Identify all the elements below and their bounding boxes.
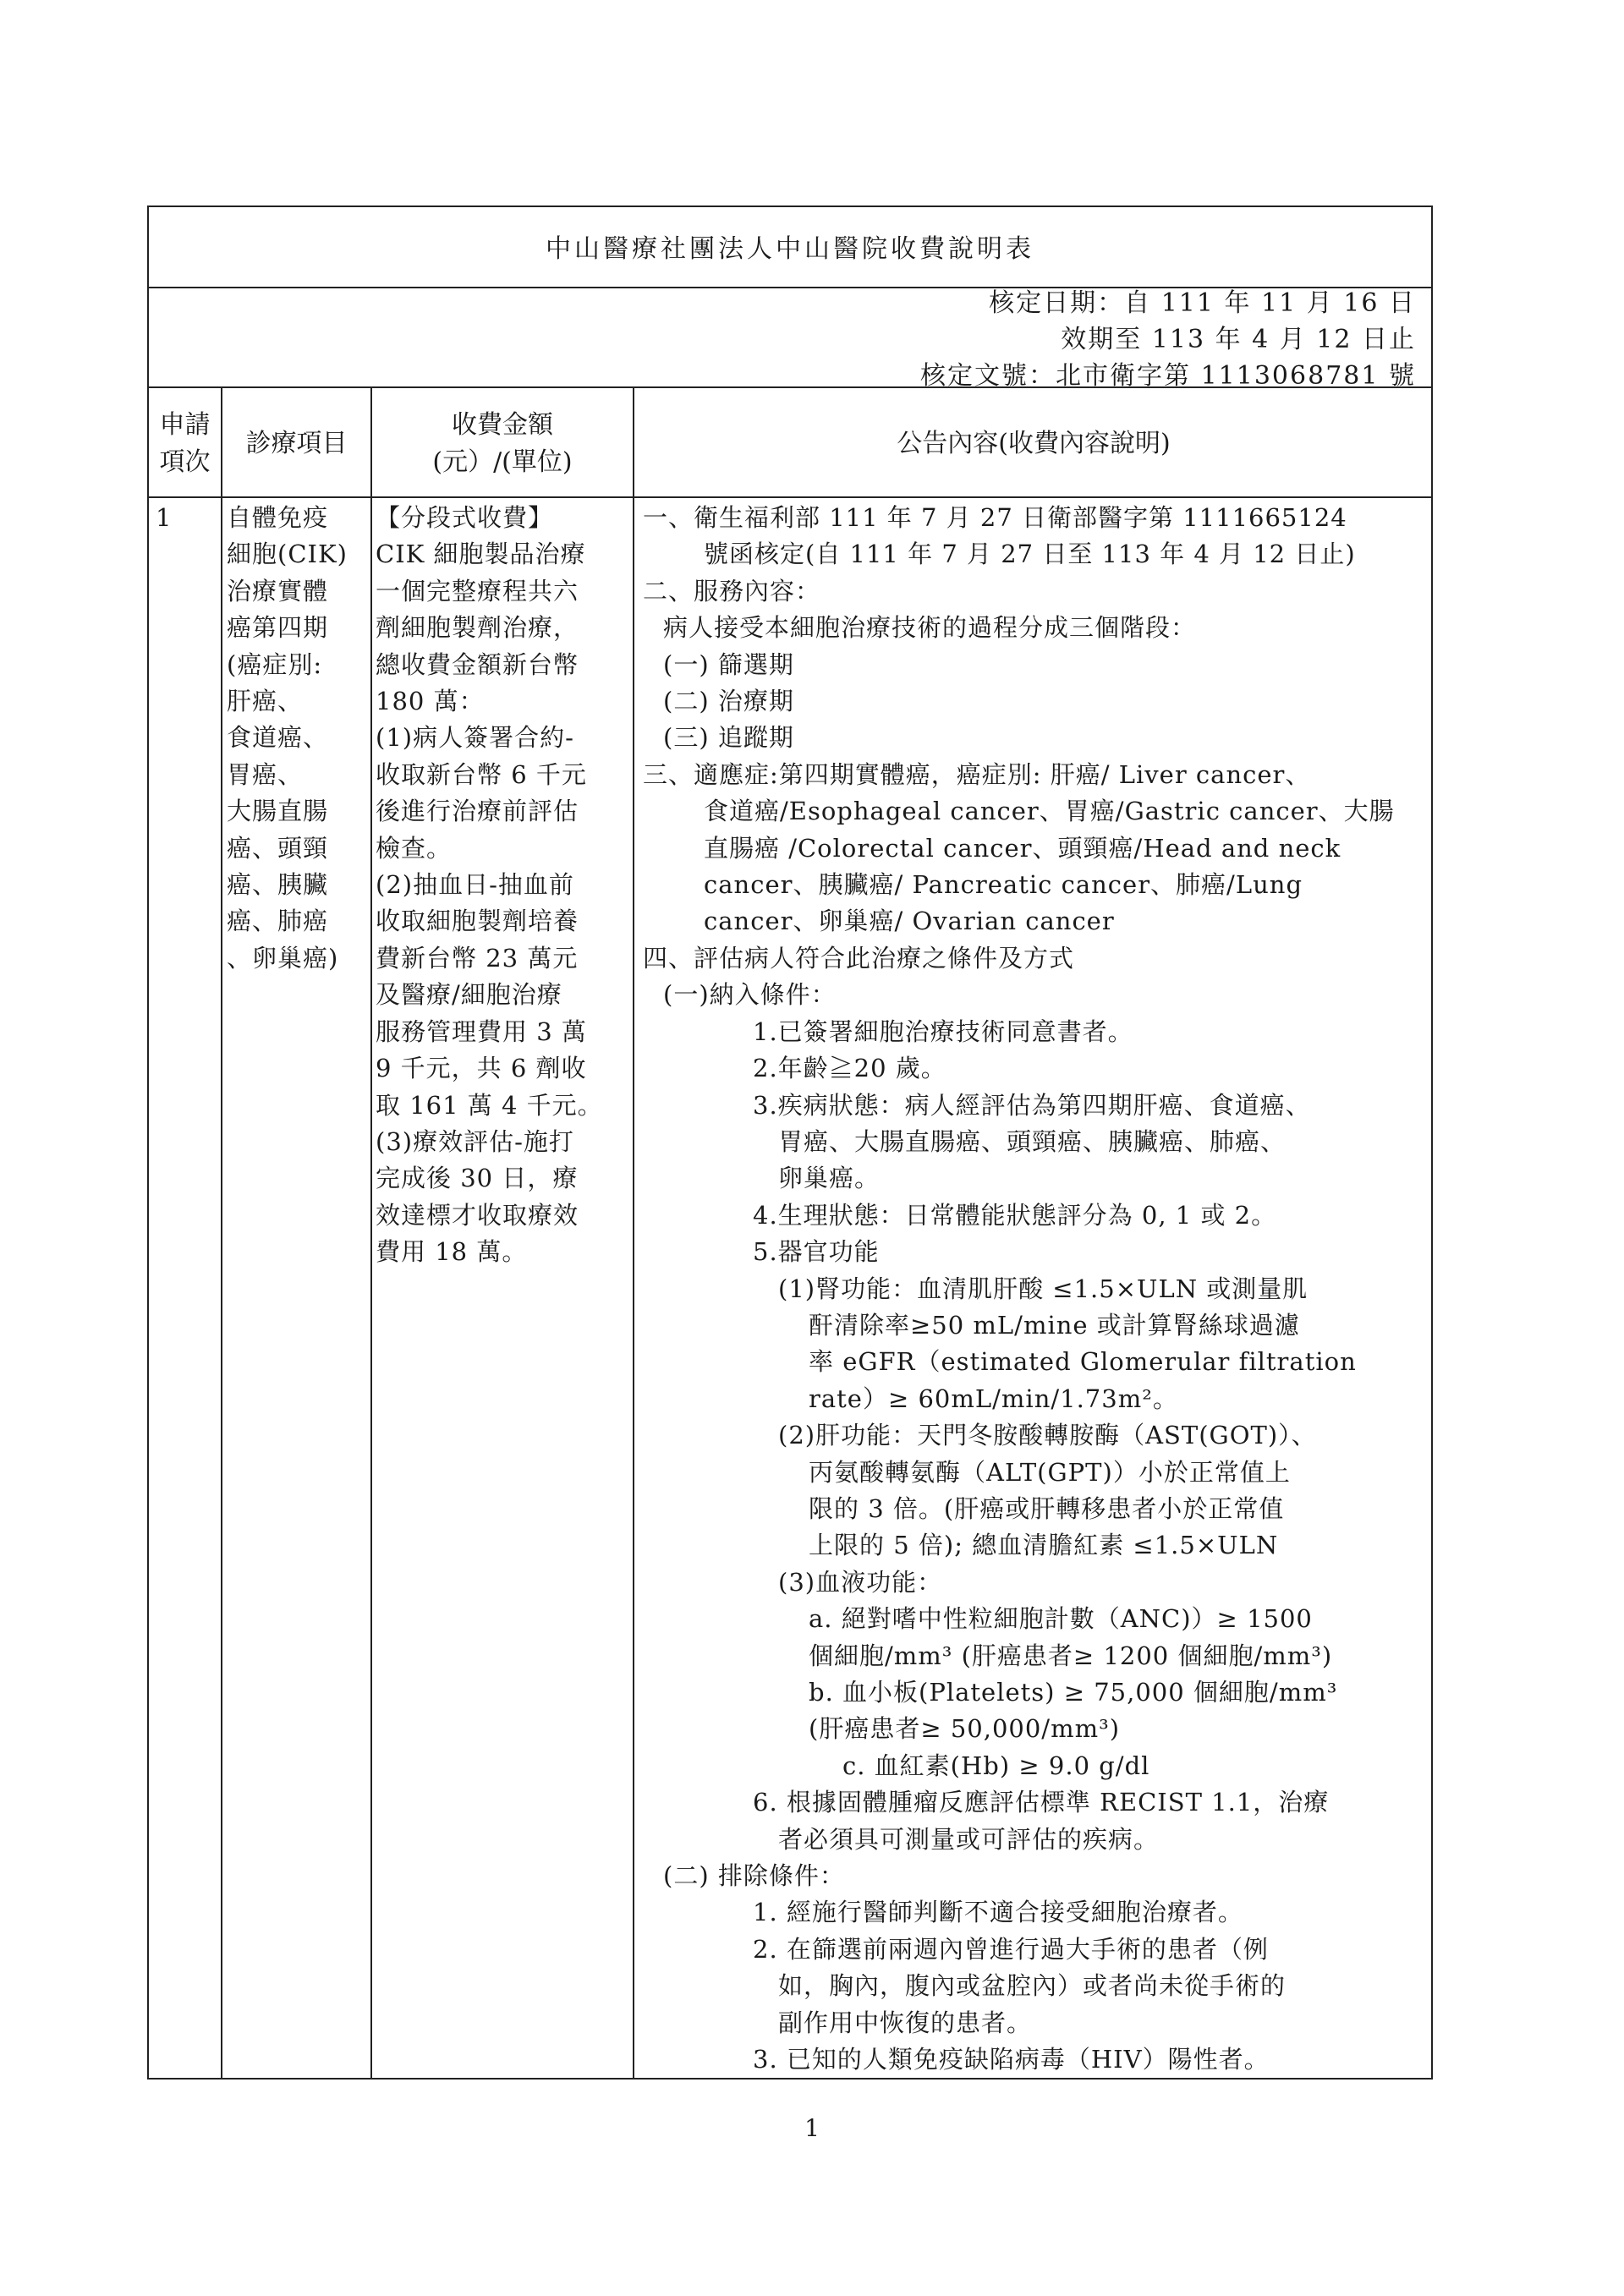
content-line: 四、評估病人符合此治療之條件及方式	[643, 943, 1075, 973]
content-line: 5.器官功能	[753, 1237, 880, 1267]
content-line: (3)血液功能：	[778, 1567, 943, 1597]
fee-line: 費用 18 萬。	[376, 1237, 528, 1267]
fee-line: 180 萬：	[376, 687, 485, 716]
content-line: 號函核定(自 111 年 7 月 27 日至 113 年 4 月 12 日止)	[704, 540, 1356, 569]
content-line: 直腸癌 /Colorectal cancer、頭頸癌/Head and neck	[704, 833, 1341, 863]
content-line: c. 血紅素(Hb) ≥ 9.0 g/dl	[842, 1751, 1150, 1780]
content-line: 1. 經施行醫師判斷不適合接受細胞治療者。	[753, 1898, 1243, 1927]
fee-line: 服務管理費用 3 萬	[376, 1016, 587, 1046]
content-line: (肝癌患者≥ 50,000/mm³)	[809, 1714, 1121, 1744]
fee-line: 收取細胞製劑培養	[376, 907, 579, 936]
item-name-line: 胃癌、	[227, 759, 304, 789]
content-line: 卵巢癌。	[778, 1164, 881, 1193]
content-line: 者必須具可測量或可評估的疾病。	[778, 1824, 1160, 1854]
content-line: (一)納入條件：	[663, 980, 837, 1010]
fee-table	[147, 205, 1433, 2080]
content-line: 食道癌/Esophageal cancer、胃癌/Gastric cancer、大腸	[704, 797, 1395, 826]
fee-line: 9 千元，共 6 劑收	[376, 1054, 587, 1083]
content-line: 2. 在篩選前兩週內曾進行過大手術的患者（例	[753, 1934, 1269, 1964]
item-name-line: (癌症別:	[227, 649, 323, 679]
content-line: 3. 已知的人類免疫缺陷病毒（HIV）陽性者。	[753, 2045, 1270, 2074]
item-name-line: 肝癌、	[227, 687, 304, 716]
page-number: 1	[804, 2114, 820, 2142]
content-line: 2.年齡≧20 歲。	[753, 1054, 946, 1083]
fee-line: (1)病人簽署合約-	[376, 723, 574, 753]
fee-line: 完成後 30 日，療	[376, 1164, 579, 1193]
col-divider-2	[370, 386, 372, 2078]
fee-line: CIK 細胞製品治療	[376, 540, 586, 569]
item-number: 1	[156, 503, 173, 532]
fee-line: 【分段式收費】	[376, 503, 554, 532]
header-content: 公告內容(收費內容說明)	[897, 429, 1171, 458]
content-line: (二) 排除條件：	[663, 1861, 845, 1891]
fee-line: 收取新台幣 6 千元	[376, 759, 587, 789]
content-line: 4.生理狀態：日常體能狀態評分為 0, 1 或 2。	[753, 1200, 1277, 1230]
header-item-name: 診療項目	[245, 429, 348, 458]
content-line: (1)腎功能：血清肌肝酸 ≤1.5×ULN 或測量肌	[778, 1274, 1309, 1303]
content-line: (三) 追蹤期	[663, 723, 794, 753]
fee-line: 一個完整療程共六	[376, 576, 579, 606]
header-fee: 收費金額 (元）/(單位)	[432, 410, 573, 477]
content-line: (一) 篩選期	[663, 649, 794, 679]
header-top-divider	[149, 386, 1431, 388]
content-line: 副作用中恢復的患者。	[778, 2008, 1033, 2037]
content-line: 6. 根據固體腫瘤反應評估標準 RECIST 1.1，治療	[753, 1788, 1330, 1817]
content-line: 胃癌、大腸直腸癌、頭頸癌、胰臟癌、肺癌、	[778, 1126, 1287, 1156]
document-title: 中山醫療社團法人中山醫院收費說明表	[546, 234, 1034, 264]
validity-period: 效期至 113 年 4 月 12 日止	[1061, 325, 1416, 354]
header-item-no: 申請 項次	[159, 410, 211, 477]
item-name-cell	[227, 500, 348, 977]
content-line: 1.已簽署細胞治療技術同意書者。	[753, 1016, 1133, 1046]
item-name-line: 細胞(CIK)	[227, 540, 348, 569]
header-bottom-divider	[149, 496, 1431, 498]
content-line: a. 絕對嗜中性粒細胞計數（ANC)）≥ 1500	[809, 1604, 1313, 1634]
content-line: cancer、胰臟癌/ Pancreatic cancer、肺癌/Lung	[704, 870, 1303, 900]
col-divider-3	[633, 386, 634, 2078]
announcement-content	[643, 500, 1395, 2078]
fee-line: 效達標才收取療效	[376, 1200, 579, 1230]
content-line: 三、適應症:第四期實體癌，癌症別: 肝癌/ Liver cancer、	[643, 759, 1311, 789]
fee-line: 後進行治療前評估	[376, 797, 579, 826]
content-line: cancer、卵巢癌/ Ovarian cancer	[704, 907, 1115, 936]
content-line: (2)肝功能：天門冬胺酸轉胺酶（AST(GOT)）、	[778, 1421, 1317, 1450]
fee-cell	[376, 500, 603, 1271]
content-line: 丙氨酸轉氨酶（ALT(GPT)）小於正常值上	[809, 1457, 1291, 1487]
fee-line: 總收費金額新台幣	[376, 649, 579, 679]
item-name-line: 、卵巢癌)	[227, 943, 339, 973]
item-name-line: 癌、胰臟	[227, 870, 329, 900]
content-line: 二、服務內容：	[643, 576, 821, 606]
content-line: 酐清除率≥50 mL/mine 或計算腎絲球過濾	[809, 1310, 1300, 1340]
approval-date: 核定日期：自 111 年 11 月 16 日	[989, 288, 1416, 318]
content-line: 個細胞/mm³ (肝癌患者≥ 1200 個細胞/mm³)	[809, 1641, 1333, 1670]
content-line: 率 eGFR（estimated Glomerular filtration	[809, 1347, 1357, 1377]
content-line: 上限的 5 倍); 總血清膽紅素 ≤1.5×ULN	[809, 1531, 1279, 1560]
item-name-line: 大腸直腸	[227, 797, 329, 826]
item-name-line: 食道癌、	[227, 723, 329, 753]
item-name-line: 自體免疫	[227, 503, 329, 532]
approval-number: 核定文號：北市衛字第 1113068781 號	[920, 361, 1416, 391]
content-line: b. 血小板(Platelets) ≥ 75,000 個細胞/mm³	[809, 1678, 1338, 1707]
content-line: 限的 3 倍。(肝癌或肝轉移患者小於正常值	[809, 1493, 1285, 1523]
item-name-line: 癌、肺癌	[227, 907, 329, 936]
item-name-line: 癌第四期	[227, 613, 329, 643]
approval-info	[920, 285, 1416, 394]
content-line: 病人接受本細胞治療技術的過程分成三個階段：	[663, 613, 1197, 643]
item-name-line: 治療實體	[227, 576, 329, 606]
fee-line: 檢查。	[376, 833, 453, 863]
fee-line: 費新台幣 23 萬元	[376, 943, 579, 973]
fee-line: 取 161 萬 4 千元。	[376, 1090, 603, 1120]
item-name-line: 癌、頭頸	[227, 833, 329, 863]
fee-line: (2)抽血日-抽血前	[376, 870, 574, 900]
fee-line: 劑細胞製劑治療，	[376, 613, 579, 643]
content-line: 一、衛生福利部 111 年 7 月 27 日衛部醫字第 1111665124	[643, 503, 1347, 532]
content-line: rate）≥ 60mL/min/1.73m²。	[809, 1384, 1178, 1413]
col-divider-1	[221, 386, 222, 2078]
content-line: 3.疾病狀態：病人經評估為第四期肝癌、食道癌、	[753, 1090, 1311, 1120]
content-line: (二) 治療期	[663, 687, 794, 716]
content-line: 如，胸內，腹內或盆腔內）或者尚未從手術的	[778, 1971, 1287, 2001]
fee-line: (3)療效評估-施打	[376, 1126, 574, 1156]
fee-line: 及醫療/細胞治療	[376, 980, 562, 1010]
